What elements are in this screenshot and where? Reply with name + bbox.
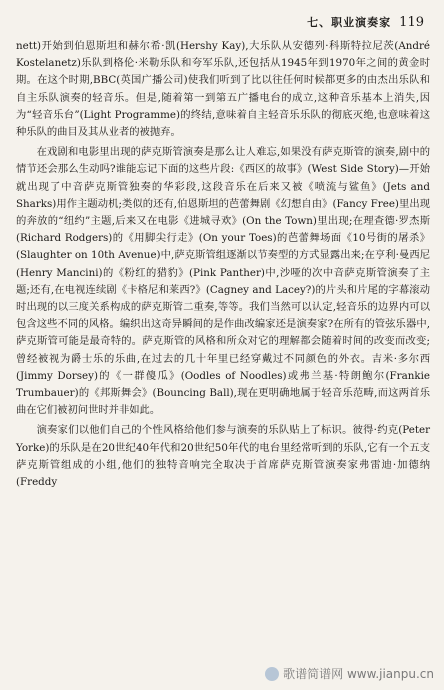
watermark-text: 歌谱简谱网 www.jianpu.cn <box>283 667 434 681</box>
watermark-logo-icon <box>265 667 279 681</box>
site-watermark <box>265 665 434 682</box>
body-text <box>16 38 430 491</box>
paragraph-3: 演奏家们以他们自己的个性风格给他们参与演奏的乐队贴上了标识。彼得·约克(Peter Yorke)的乐队是在20世纪40年代和20世纪50年代的电台里经常听到的乐队,它有一个五支萨克斯管组成的小组,他们的独特音响完全取决于首席萨克斯管演奏家弗雷迪·加德纳(Freddy <box>16 424 430 489</box>
paragraph-2: 在戏剧和电影里出现的萨克斯管演奏是那么让人难忘,如果没有萨克斯管的演奏,剧中的情节还会那么生动吗?谁能忘记下面的这些片段:《西区的故事》(West Side Story)—开始就出现了中音萨克斯管独奏的华彩段,这段音乐在后来又被《喷流与鲨鱼》(Jets and Sharks)用作主题动机;类似的还有,伯恩斯坦的芭蕾舞剧《幻想自由》(Fancy Free)里出现的奔放的“纽约”主题,后来又在电影《进城寻欢》(On the Town)里出现;在理查德·罗杰斯(Richard Rodgers)的《用脚尖行走》(On your Toes)的芭蕾舞场面《10号街的屠杀》(Slaughter on 10th Avenue)中,萨克斯管组逐渐以节奏型的方式显露出来;在亨利·曼西尼(Henry Mancini)的《粉红的猎豹》(Pink Panther)中,沙哑的次中音萨克斯管演奏了主题;还有,在电视连续剧《卡格尼和莱西?》(Cagney and Lacey?)的片头和片尾的字幕滚动时出现的以三度关系构成的萨克斯管二重奏,等等。我们当然可以认定,轻音乐的边界内可以包含这些不同的风格。编织出这奇异瞬间的是作曲改编家还是演奏家?在所有的管弦乐器中,萨克斯管可能是最奇特的。萨克斯管的风格和所众对它的理解都会随着时间的改变而改变;曾经被视为爵士乐的乐曲,在过去的几十年里已经穿戴过不同颜色的外衣。吉米·多尔西(Jimmy Dorsey)的《一群傻瓜》(Oodles of Noodles)或弗兰基·特朗鲍尔(Frankie Trumbauer)的《邦斯舞会》(Bouncing Ball),现在更明确地属于轻音乐范畴,而这两首乐曲在它们被初问世时并非如此。 <box>16 146 430 417</box>
running-header <box>307 14 424 32</box>
page-number: 119 <box>399 15 424 30</box>
chapter-title: 七、职业演奏家 <box>307 16 392 29</box>
paragraph-1: nett)开始到伯恩斯坦和赫尔希·凯(Hershy Kay),大乐队从安德列·科斯特拉尼茨(André Kostelanetz)乐队到格伦·米勒乐队和夸军乐队,还包括从1945年到1970年之间的黄金时期。在这个时期,BBC(英国广播公司)使我们听到了比以往任何时候都更多的由杰出乐队和自主乐队演奏的轻音乐。但是,随着第一到第五广播电台的成立,这种音乐基本上消失,因为“轻音乐台”(Light Programme)的终结,意味着自主轻音乐乐队的彻底灭绝,也意味着这种乐队的曲目及其从业者的被抛弃。 <box>16 40 430 139</box>
